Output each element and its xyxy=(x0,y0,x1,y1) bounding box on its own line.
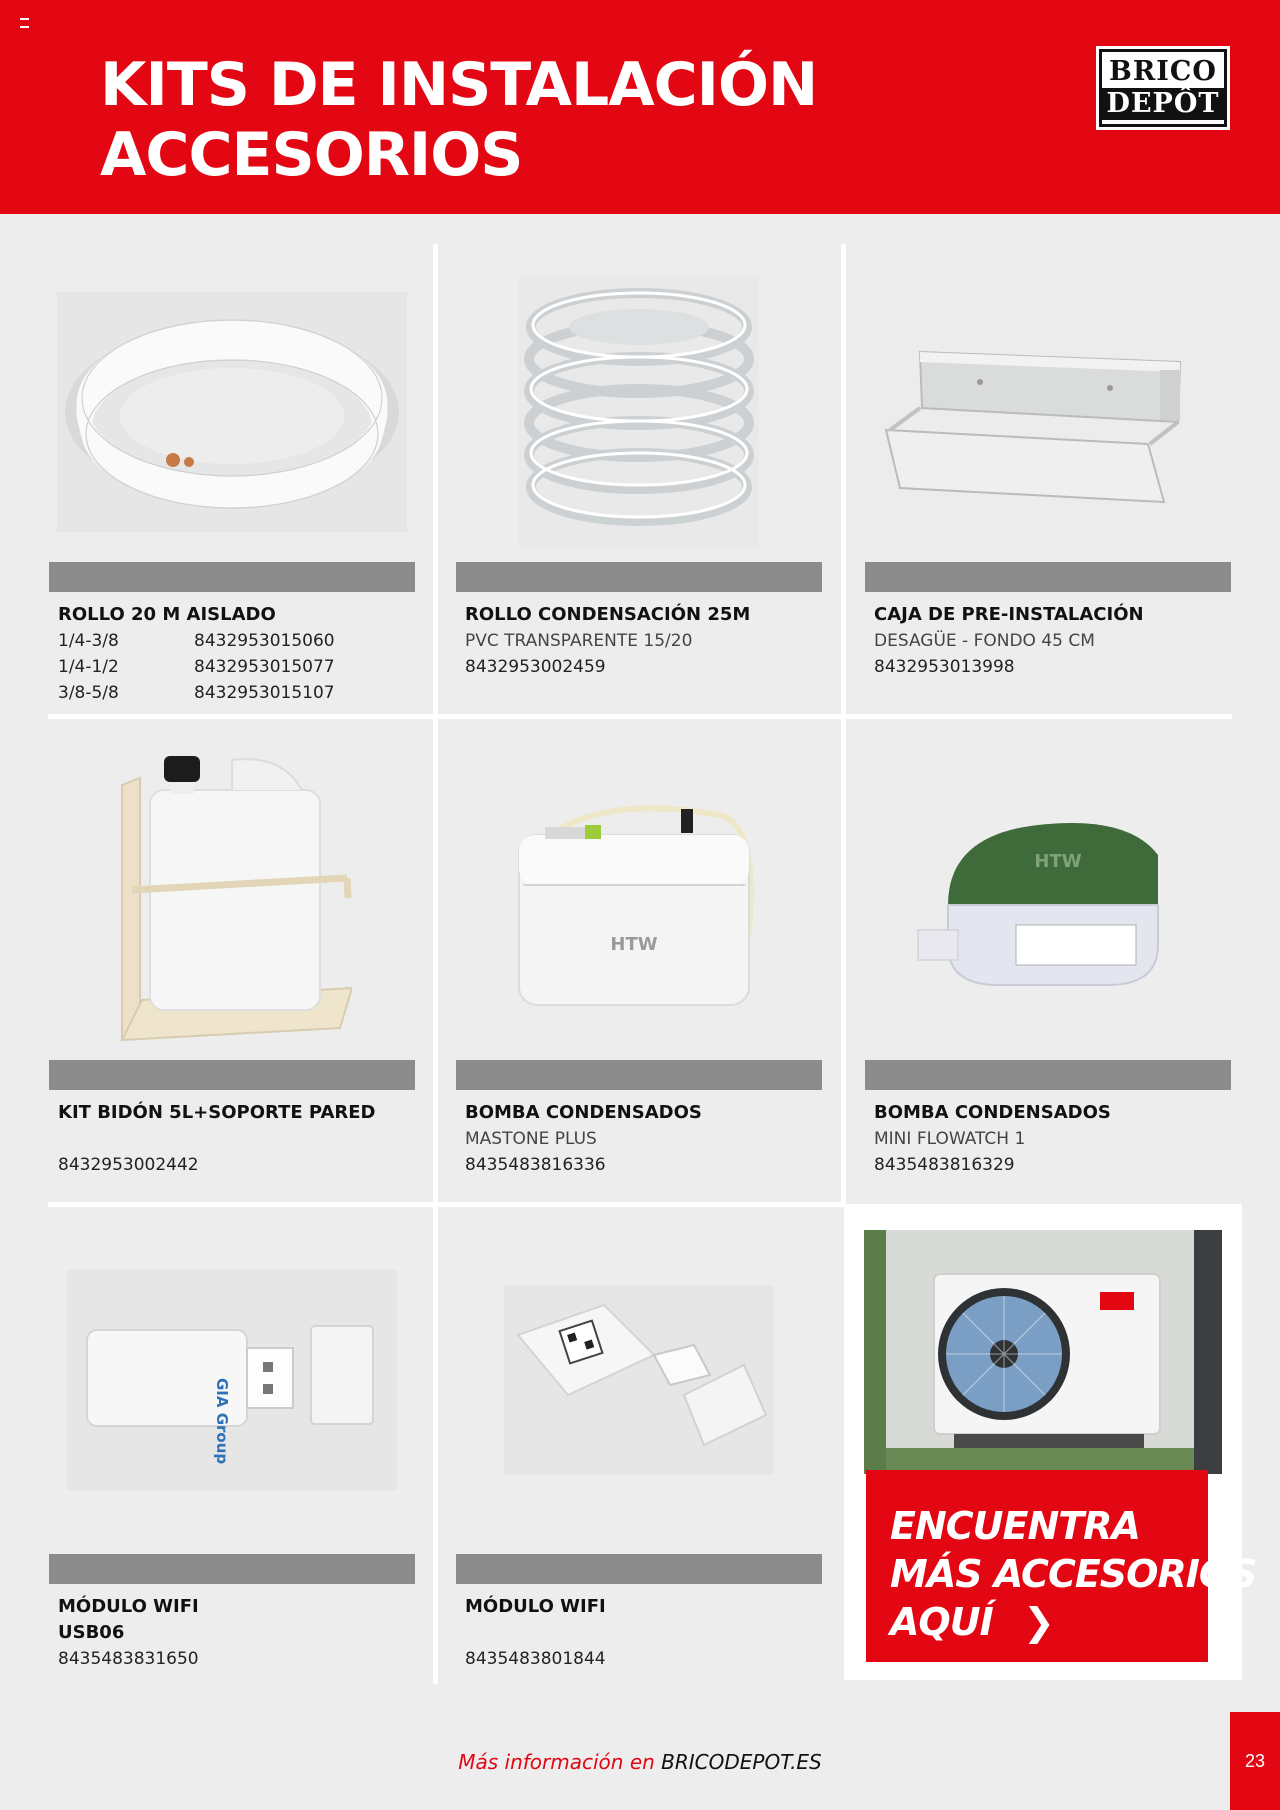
promo-here-label: AQUÍ xyxy=(890,1600,993,1644)
price-bar xyxy=(49,1060,415,1090)
variant-code: 8432953015077 xyxy=(194,657,335,677)
grid-divider xyxy=(841,244,846,1204)
promo-line-3 xyxy=(890,1598,1257,1646)
price-bar xyxy=(456,1060,822,1090)
promo-line-1: ENCUENTRA xyxy=(890,1504,1140,1548)
grid-divider xyxy=(433,244,438,1684)
price-bar xyxy=(865,562,1231,592)
jerrycan-bracket-icon xyxy=(112,740,352,1050)
page-title xyxy=(100,50,817,190)
pre-installation-box-icon xyxy=(880,312,1216,512)
price-bar xyxy=(456,562,822,592)
chevron-right-icon: ❯ xyxy=(1022,1600,1054,1644)
variant-code: 8432953015107 xyxy=(194,683,335,703)
product-code: 8432953002459 xyxy=(465,657,606,677)
product-subtitle: MASTONE PLUS xyxy=(465,1129,597,1149)
dongle-brand-mark: GIA Group xyxy=(213,1378,231,1465)
price-bar xyxy=(49,562,415,592)
product-image xyxy=(49,1230,415,1530)
air-conditioner-photo xyxy=(864,1230,1222,1474)
insulated-pipe-coil-icon xyxy=(57,292,407,532)
page-header xyxy=(0,0,1280,214)
pump-brand-mark: HTW xyxy=(610,934,658,955)
white-condensate-pump-icon xyxy=(489,775,789,1015)
promo-banner[interactable] xyxy=(844,1204,1257,1680)
brico-depot-logo[interactable] xyxy=(1096,46,1230,130)
variant-code: 8432953015060 xyxy=(194,631,335,651)
product-subtitle: MINI FLOWATCH 1 xyxy=(874,1129,1026,1149)
title-line-1: KITS DE INSTALACIÓN xyxy=(100,50,818,120)
product-name: BOMBA CONDENSADOS xyxy=(874,1102,1111,1123)
variant-row xyxy=(58,654,408,680)
promo-cta[interactable] xyxy=(866,1470,1257,1662)
price-bar xyxy=(456,1554,822,1584)
variant-row xyxy=(58,628,408,654)
product-image xyxy=(865,740,1231,1050)
product-subtitle: PVC TRANSPARENTE 15/20 xyxy=(465,631,693,651)
product-image xyxy=(865,262,1231,562)
title-line-2: ACCESORIOS xyxy=(100,120,523,190)
green-mini-pump-icon xyxy=(908,795,1188,995)
product-code: 8435483816329 xyxy=(874,1155,1015,1175)
product-name: MÓDULO WIFI xyxy=(465,1596,606,1617)
product-model: USB06 xyxy=(58,1622,125,1643)
footer-info xyxy=(0,1750,1280,1774)
logo-word-top: BRICO xyxy=(1109,56,1217,87)
product-name: KIT BIDÓN 5L+SOPORTE PARED xyxy=(58,1102,376,1123)
product-name: BOMBA CONDENSADOS xyxy=(465,1102,702,1123)
pump-brand-mark: HTW xyxy=(1034,851,1082,872)
product-image xyxy=(456,262,822,562)
product-image xyxy=(456,740,822,1050)
clear-hose-coil-icon xyxy=(519,277,759,547)
product-name: ROLLO 20 M AISLADO xyxy=(58,604,276,625)
product-name: MÓDULO WIFI xyxy=(58,1596,199,1617)
usb-wifi-dongle-qr-icon xyxy=(504,1285,774,1475)
product-code: 8432953013998 xyxy=(874,657,1015,677)
page-number: 23 xyxy=(1230,1712,1280,1810)
product-code: 8435483816336 xyxy=(465,1155,606,1175)
product-code: 8435483831650 xyxy=(58,1649,199,1669)
product-code: 8435483801844 xyxy=(465,1649,606,1669)
grid-divider xyxy=(48,1202,844,1207)
grid-divider xyxy=(48,714,1232,719)
price-bar xyxy=(865,1060,1231,1090)
product-name: ROLLO CONDENSACIÓN 25M xyxy=(465,604,751,625)
product-image xyxy=(49,740,415,1050)
price-bar xyxy=(49,1554,415,1584)
footer-site-link[interactable]: BRICODEPOT.ES xyxy=(661,1750,822,1774)
product-name: CAJA DE PRE-INSTALACIÓN xyxy=(874,604,1144,625)
usb-wifi-dongle-icon xyxy=(67,1270,397,1490)
product-code: 8432953002442 xyxy=(58,1155,199,1175)
variant-row xyxy=(58,680,408,706)
variant-size: 3/8-5/8 xyxy=(58,683,119,703)
menu-icon[interactable] xyxy=(20,18,29,28)
variant-size: 1/4-1/2 xyxy=(58,657,119,677)
product-subtitle: DESAGÜE - FONDO 45 CM xyxy=(874,631,1095,651)
footer-label: Más información en xyxy=(458,1750,662,1774)
product-image xyxy=(49,262,415,562)
promo-line-2: MÁS ACCESORIOS xyxy=(890,1552,1257,1596)
product-image xyxy=(456,1230,822,1530)
logo-word-bottom: DEPÔT xyxy=(1101,88,1226,120)
variant-size: 1/4-3/8 xyxy=(58,631,119,651)
